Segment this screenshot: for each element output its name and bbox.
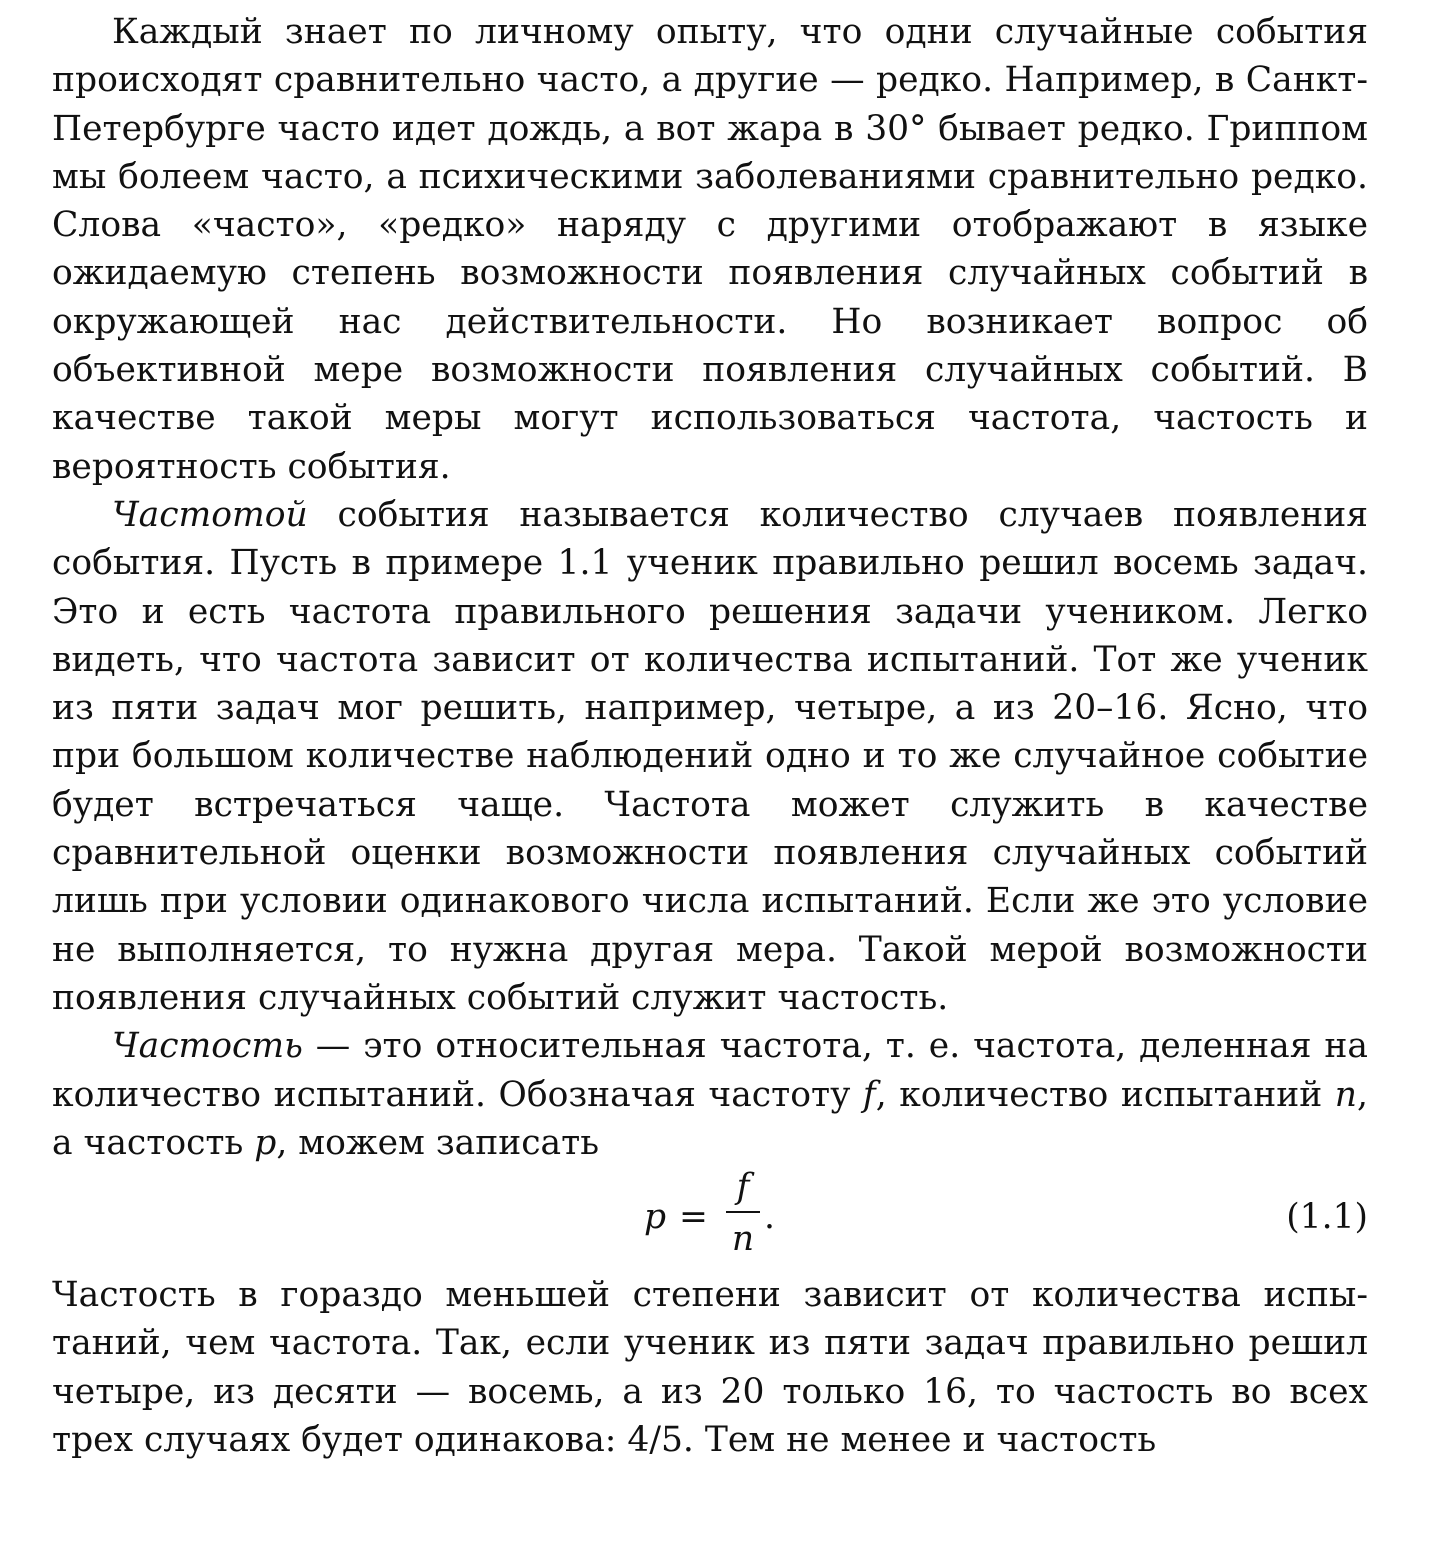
paragraph-relative-text-b: , количество испытаний bbox=[875, 1074, 1335, 1115]
paragraph-relative-text-a: — это относительная частота, т. е. частота, деленная на количество испытаний. Обозначая частоту bbox=[52, 1026, 1368, 1115]
formula-lhs: p bbox=[644, 1197, 667, 1238]
formula-equals: = bbox=[679, 1197, 708, 1238]
term-chastost: Частость bbox=[112, 1026, 303, 1067]
formula-trailing-dot: . bbox=[764, 1197, 775, 1238]
paragraph-comparison-text: Частость в гораздо меньшей степени зависит от количества испытаний, чем частота. Так, если ученик из пяти задач правильно решил четыре, из десяти — восемь, а из 20 только 16, то частость во всех трех случаях будет одинакова: 4/5. Тем не менее и частость bbox=[52, 1275, 1368, 1461]
paragraph-frequency-definition bbox=[52, 491, 1368, 1022]
variable-p: p bbox=[254, 1122, 277, 1163]
paragraph-relative-text-d: , можем записать bbox=[276, 1122, 599, 1163]
formula-fraction bbox=[726, 1167, 760, 1259]
variable-n: n bbox=[1334, 1074, 1358, 1115]
paragraph-comparison bbox=[52, 1271, 1368, 1464]
formula-numerator: f bbox=[736, 1167, 750, 1208]
paragraph-intro-text: Каждый знает по личному опыту, что одни случайные события происходят сравнительно часто, а другие — редко. Например, в Санкт-Петербурге часто идет дождь, а вот жара в 30° бывает редко. Гриппом мы болеем часто, а психическими заболеваниями сравнительно редко. Слова «часто», «редко» наряду с другими отображают в языке ожидаемую степень возможности появления случайных событий в окружающей нас действительности. Но возникает вопрос об объективной мере возможности появления случайных событий. В качестве такой меры могут использоваться частота, частость и вероятность события. bbox=[52, 12, 1368, 487]
paragraph-relative-text-c: , а частость bbox=[52, 1074, 1368, 1163]
document-page bbox=[52, 8, 1368, 1464]
formula-fraction-bar bbox=[726, 1211, 760, 1213]
formula-number: (1.1) bbox=[1286, 1197, 1368, 1238]
variable-f: f bbox=[862, 1074, 876, 1115]
paragraph-intro bbox=[52, 8, 1368, 491]
formula-1-1 bbox=[52, 1167, 1368, 1271]
paragraph-relative-frequency-definition bbox=[52, 1022, 1368, 1167]
term-chastota: Частотой bbox=[112, 494, 308, 535]
paragraph-frequency-text: события называется количество случаев появления события. Пусть в примере 1.1 ученик правильно решил восемь задач. Это и есть частота правильного решения задачи учеником. Легко видеть, что частота зависит от количества испытаний. Тот же ученик из пяти задач мог решить, например, четыре, а из 20–16. Ясно, что при большом количестве наблюдений одно и то же случайное событие будет встречаться чаще. Частота может служить в качестве сравнительной оценки возможности появления случайных событий лишь при условии одинакового числа испытаний. Если же это условие не выполняется, то нужна другая мера. Такой мерой возможности появления случайных событий служит частость. bbox=[52, 494, 1368, 1018]
formula-denominator: n bbox=[731, 1219, 755, 1260]
